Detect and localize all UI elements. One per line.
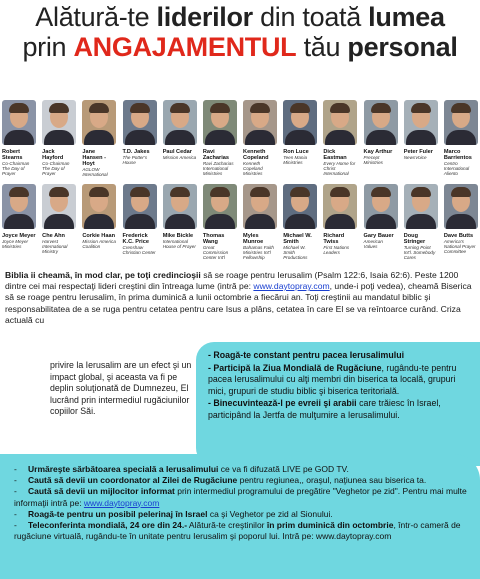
leader-org: Harvest International Ministry xyxy=(42,239,68,254)
leader-name: Kay Arthur xyxy=(363,149,393,155)
leader-photo xyxy=(163,100,197,145)
leader-org: Precept Ministries xyxy=(363,155,383,165)
leader-card xyxy=(163,100,197,177)
intro-text: să se roage pentru Ierusalim (Psalm 122:6, Isaia 62:6). Peste 1200 dintre cei mai respectaţi lideri creştini din întreaga lume (intră pe: xyxy=(5,270,459,292)
leader-name: T.D. Jakes xyxy=(122,149,150,155)
leader-photo xyxy=(82,100,116,145)
leader-photo xyxy=(243,100,277,145)
leader-name: Paul Cedar xyxy=(162,149,192,155)
headline-text: tău xyxy=(296,32,348,62)
leader-org: First Nations Leaders xyxy=(323,245,350,255)
intro-paragraph xyxy=(5,270,477,326)
headline xyxy=(0,2,480,62)
headline-red-angajamentul: ANGAJAMENTUL xyxy=(73,32,297,62)
headline-line-2 xyxy=(0,32,480,62)
intro-text: , unde-i poţi vedea), cheamă Biserica să se roage pentru Ierusalim, în prima duminică a lunii octombrie a fiecărui an. Toţi creştinii au mandatul biblic şi responsabilitatea de a se ruga pentru cetatea pentru care Isus a plâns, cetatea în care El se va reîntoarce curând. Criza actuală cu xyxy=(5,281,472,325)
leader-name: Ron Luce xyxy=(283,149,309,155)
leader-card xyxy=(2,100,36,177)
leader-photo xyxy=(444,184,478,229)
leader-photo xyxy=(323,100,357,145)
leader-name: Myles Munroe xyxy=(243,233,264,245)
leader-org: Centro International Aliento xyxy=(443,161,470,176)
bottom-item: - Teleconferinta mondială, 24 ore din 24.- Alătură-te creştinilor în prim duminică din octombrie, într-o cameră de rugăciune virtuală, rugându-te în unitate pentru Ierusalim şi poporul lui. Intră pe: www.daytopray.com xyxy=(14,520,461,542)
leader-card xyxy=(2,184,36,260)
leader-name: Dave Butts xyxy=(443,233,474,239)
leader-org: Turning Point Int'l. Somebody Cares xyxy=(403,245,436,260)
leader-name: Frederick K.C. Price xyxy=(122,233,149,245)
leader-name: Jane Hansen - Hoyt xyxy=(82,149,106,167)
leader-org: Joyce Meyer Ministries xyxy=(2,239,29,249)
headline-line-1 xyxy=(0,2,480,32)
bottom-item: - Caută să devii un mijlocitor informat prin intermediul programului de pregătire "Veghetor pe zid". Pentru mai multe informaţii intră pe: www.daytopray.com xyxy=(14,486,467,508)
leader-photo xyxy=(283,184,317,229)
leader-card xyxy=(203,100,237,177)
leader-name: Richard Twiss xyxy=(323,233,345,245)
leader-card xyxy=(42,184,76,260)
leader-org: AGLOW International xyxy=(82,167,108,177)
leader-org: Teen Mania Ministries xyxy=(283,155,308,165)
leader-photo xyxy=(2,184,36,229)
leader-photo xyxy=(123,184,157,229)
leader-org: The Potter's House xyxy=(122,155,148,165)
leader-card xyxy=(42,100,76,177)
leader-photo xyxy=(82,184,116,229)
leader-card xyxy=(323,100,357,177)
leader-photo xyxy=(444,100,478,145)
leader-name: Thomas Wang xyxy=(202,233,225,245)
leader-org: Crenshaw Christian Center xyxy=(122,245,156,255)
leader-name: Kenneth Copeland xyxy=(243,149,269,161)
leader-name: Corkie Haan xyxy=(82,233,115,239)
leader-org: America's National Prayer Committee xyxy=(443,239,476,254)
leader-photo xyxy=(203,184,237,229)
leader-card xyxy=(444,100,478,177)
leader-name: Peter Fuler xyxy=(403,149,433,155)
leader-card xyxy=(82,100,116,177)
leader-card xyxy=(364,100,398,177)
leader-photo xyxy=(404,100,438,145)
leader-name: Che Ahn xyxy=(42,233,65,239)
leader-org: Kenneth Copeland Ministries xyxy=(243,161,263,176)
leader-name: Jack Hayford xyxy=(42,149,64,161)
leader-card xyxy=(404,100,438,177)
leader-card xyxy=(283,100,317,177)
leader-photo xyxy=(364,100,398,145)
bottom-item: - Roagă-te pentru un posibil pelerinaj în Israel ca şi Veghetor pe zid al Sionului. xyxy=(14,508,333,519)
leader-card xyxy=(404,184,438,260)
leader-name: Marco Barrientos xyxy=(443,149,472,161)
headline-bold-personal: personal xyxy=(347,32,458,62)
headline-text: Alătură-te xyxy=(35,2,157,32)
leader-name: Ravi Zacharias xyxy=(202,149,229,161)
leaders-row-2 xyxy=(2,184,478,260)
leader-org: Co-Chairman The Day of Prayer xyxy=(42,161,70,176)
leader-name: Dick Eastman xyxy=(323,149,347,161)
intro-continuation: privire la Ierusalim are un efect şi un impact global, şi aceasta va fi pe deplin soluţionată de Dumnezeu, El lucrând prin intermediul rugăciunilor copiilor Săi. xyxy=(50,360,192,416)
leader-name: Joyce Meyer xyxy=(2,233,36,239)
leader-card xyxy=(364,184,398,260)
leader-name: Mike Bickle xyxy=(162,233,194,239)
leader-org: Mission America xyxy=(162,155,197,160)
leader-photo xyxy=(203,100,237,145)
leader-card xyxy=(82,184,116,260)
leader-org: NewsVoice xyxy=(403,155,427,160)
leader-org: Every Home for Christ International xyxy=(323,161,356,176)
leader-photo xyxy=(323,184,357,229)
leader-org: International House of Prayer xyxy=(162,239,196,249)
leader-name: Gary Bauer xyxy=(363,233,394,239)
leader-photo xyxy=(163,184,197,229)
headline-bold-liderilor: liderilor xyxy=(156,2,253,32)
leader-photo xyxy=(42,184,76,229)
leader-org: Great Commission Center Int'l xyxy=(202,245,229,260)
daytopray-link-2[interactable]: www.daytopray.com xyxy=(83,497,160,508)
leaders-row-1 xyxy=(2,100,478,177)
leader-name: Robert Stearns xyxy=(2,149,23,161)
bottom-item: - Urmăreşte sărbătoarea specială a Ierusalimului ce va fi difuzată LIVE pe GOD TV. xyxy=(14,464,349,474)
action-item: - Roagă-te constant pentru pacea Ierusalimului xyxy=(208,350,405,360)
leader-photo xyxy=(283,100,317,145)
leader-name: Michael W. Smith xyxy=(283,233,312,245)
leader-card xyxy=(203,184,237,260)
leader-card xyxy=(243,184,277,260)
leader-photo xyxy=(243,184,277,229)
action-item: - Binecuvintează-l pe evreii şi arabii care trăiesc în Israel, participând la Jertfa de mulţumire a Ierusalimului. xyxy=(208,398,441,420)
leader-card xyxy=(283,184,317,260)
leader-photo xyxy=(123,100,157,145)
leader-org: Ravi Zacharias International Ministries xyxy=(202,161,234,176)
leader-photo xyxy=(42,100,76,145)
leader-org: Mission America Coalition xyxy=(82,239,116,249)
leader-card xyxy=(323,184,357,260)
action-item: - Participă la Ziua Mondială de Rugăciune, rugându-te pentru pacea Ierusalimului cu alţi membri din biserica ta locală, grupuri mici, grupuri de studiu biblic şi biserica teritorială. xyxy=(208,362,457,396)
actions-box xyxy=(196,342,480,466)
leader-org: American Values xyxy=(363,239,383,249)
headline-bold-lumea: lumea xyxy=(368,2,445,32)
leader-card xyxy=(444,184,478,260)
leader-photo xyxy=(364,184,398,229)
leader-card xyxy=(243,100,277,177)
headline-text: prin xyxy=(22,32,74,62)
leader-name: Doug Stringer xyxy=(403,233,426,245)
leader-org: Michael W. Smith Productions xyxy=(283,245,308,260)
leader-card xyxy=(123,100,157,177)
leader-org: Bahamas Faith Ministries Int'l Fellowship xyxy=(243,245,274,260)
bottom-item: - Caută să devii un coordonator al Zilei de Rugăciune pentru regiunea,, oraşul, naţiunea sau biserica ta. xyxy=(14,475,427,486)
leader-photo xyxy=(2,100,36,145)
headline-text: din toată xyxy=(252,2,369,32)
bottom-panel xyxy=(0,454,480,579)
leader-card xyxy=(123,184,157,260)
leader-photo xyxy=(404,184,438,229)
leader-card xyxy=(163,184,197,260)
leader-org: Co-Chairman The Day of Prayer xyxy=(2,161,30,176)
intro-bold: Biblia ii cheamă, în mod clar, pe toţi credincioşii xyxy=(5,270,201,280)
daytopray-link[interactable]: www.daytopray.com xyxy=(253,281,330,292)
